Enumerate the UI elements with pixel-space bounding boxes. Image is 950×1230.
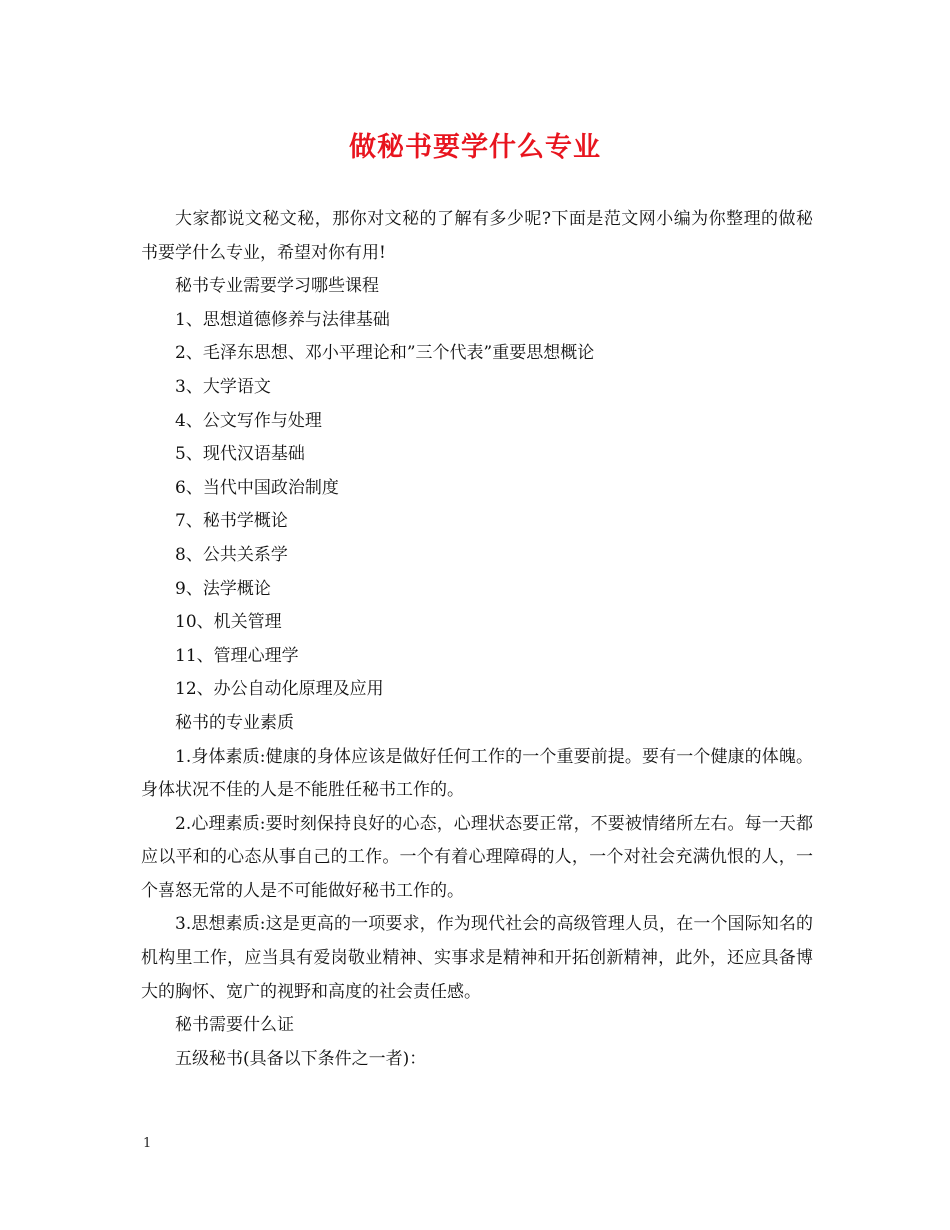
course-item: 4、公文写作与处理 bbox=[175, 410, 322, 431]
course-item: 11、管理心理学 bbox=[175, 645, 299, 666]
course-item: 10、机关管理 bbox=[175, 612, 282, 633]
document-title: 做秘书要学什么专业 bbox=[349, 132, 601, 163]
course-item: 7、秘书学概论 bbox=[175, 511, 288, 532]
course-item: 3、大学语文 bbox=[175, 376, 271, 397]
section-heading-qualities: 秘书的专业素质 bbox=[175, 712, 294, 733]
quality-paragraph-psychological: 2.心理素质:要时刻保持良好的心态，心理状态要正常，不要被情绪所左右。每一天都应以平和的心态从事自己的工作。一个有着心理障碍的人，一个对社会充满仇恨的人，一个喜怒无常的人是不可能做好秘书工作的。 bbox=[141, 813, 813, 901]
section-heading-courses: 秘书专业需要学习哪些课程 bbox=[175, 276, 379, 297]
course-item: 1、思想道德修养与法律基础 bbox=[175, 309, 390, 330]
document-body bbox=[141, 203, 813, 1076]
course-item: 5、现代汉语基础 bbox=[175, 444, 305, 465]
intro-paragraph: 大家都说文秘文秘，那你对文秘的了解有多少呢?下面是范文网小编为你整理的做秘书要学什么专业，希望对你有用! bbox=[141, 209, 813, 263]
course-item: 8、公共关系学 bbox=[175, 544, 288, 565]
certificate-level-paragraph: 五级秘书(具备以下条件之一者)： bbox=[175, 1048, 427, 1069]
course-item: 9、法学概论 bbox=[175, 578, 271, 599]
section-heading-certificates: 秘书需要什么证 bbox=[175, 1015, 294, 1036]
page-number: 1 bbox=[143, 1136, 152, 1151]
course-item: 2、毛泽东思想、邓小平理论和”三个代表”重要思想概论 bbox=[175, 343, 595, 364]
quality-paragraph-ideological: 3.思想素质:这是更高的一项要求，作为现代社会的高级管理人员，在一个国际知名的机构里工作，应当具有爱岗敬业精神、实事求是精神和开拓创新精神，此外，还应具备博大的胸怀、宽广的视野和高度的社会责任感。 bbox=[141, 914, 813, 1002]
quality-paragraph-physical: 1.身体素质:健康的身体应该是做好任何工作的一个重要前提。要有一个健康的体魄。身体状况不佳的人是不能胜任秘书工作的。 bbox=[141, 746, 813, 801]
course-item: 6、当代中国政治制度 bbox=[175, 477, 339, 498]
course-item: 12、办公自动化原理及应用 bbox=[175, 679, 384, 700]
